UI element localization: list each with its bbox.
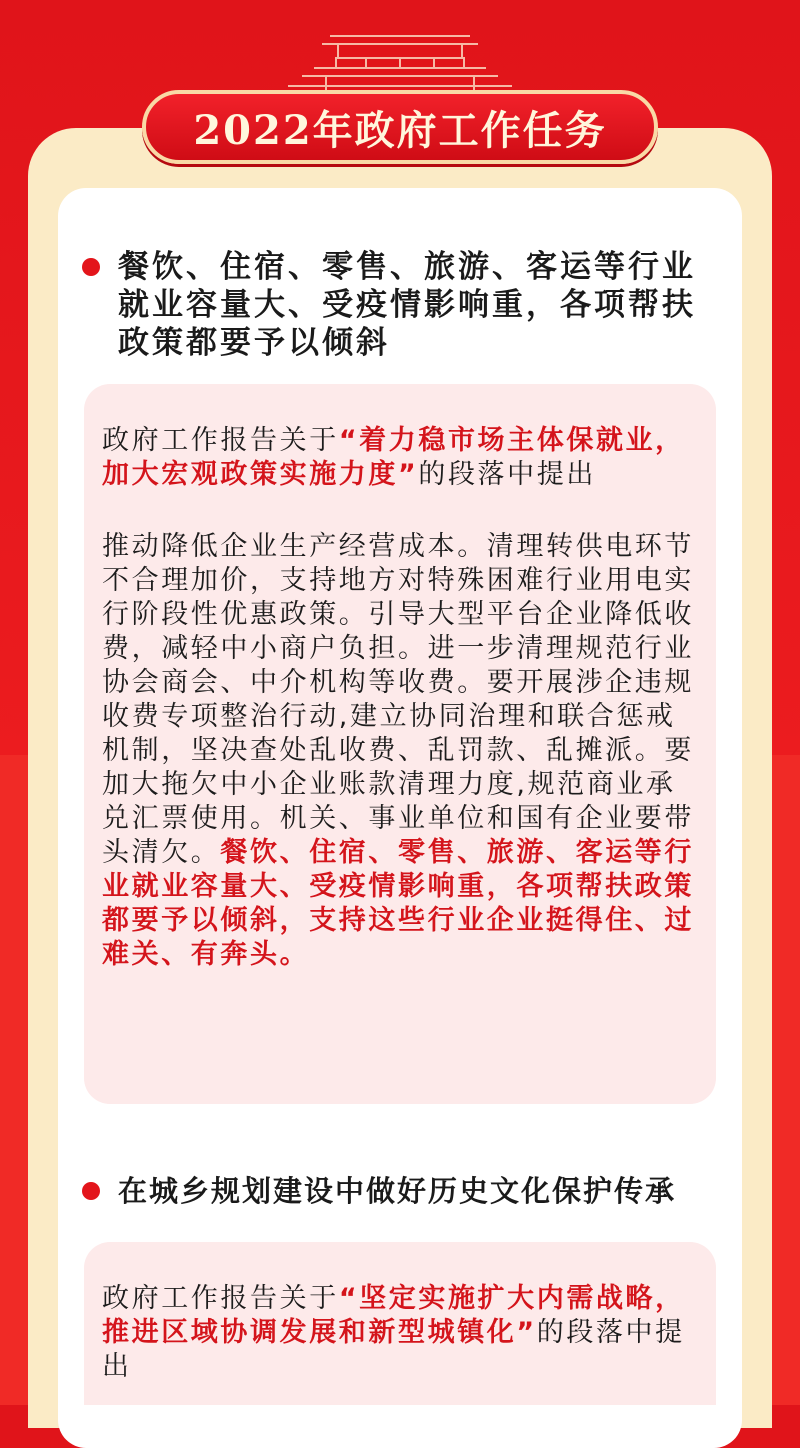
page-title: 2022年政府工作任务 xyxy=(193,106,607,154)
section1-body-normal: 推动降低企业生产经营成本。清理转供电环节不合理加价，支持地方对特殊困难行业用电实行阶段性优惠政策。引导大型平台企业降低收费，减轻中小商户负担。进一步清理规范行业协会商会、中介机构等收费。要开展涉企违规收费专项整治行动,建立协同治理和联合惩戒机制，坚决查处乱收费、乱罚款、乱摊派。要加大拖欠中小企业账款清理力度,规范商业承兑汇票使用。机关、事业单位和国有企业要带头清欠。 xyxy=(102,531,694,868)
section1-heading xyxy=(82,248,722,368)
tiananmen-gate-icon xyxy=(266,28,534,98)
bullet-dot-icon xyxy=(82,1182,100,1200)
section1-quote-box xyxy=(84,384,716,1104)
section2-intro-prefix: 政府工作报告关于 xyxy=(102,1283,339,1314)
section1-intro-prefix: 政府工作报告关于 xyxy=(102,425,339,456)
section1-bullet-text: 餐饮、住宿、零售、旅游、客运等行业就业容量大、受疫情影响重，各项帮扶政策都要予以倾斜 xyxy=(118,249,696,361)
bullet-dot-icon xyxy=(82,258,100,276)
section1-intro-highlight: “着力稳市场主体保就业，加大宏观政策实施力度” xyxy=(102,425,685,490)
section2-heading xyxy=(82,1172,722,1216)
section1-intro-suffix: 的段落中提出 xyxy=(418,459,596,490)
section2-intro-highlight: “坚定实施扩大内需战略，推进区域协调发展和新型城镇化” xyxy=(102,1283,685,1348)
section2-intro-suffix: 的段落中提出 xyxy=(102,1317,685,1382)
section2-bullet-text: 在城乡规划建设中做好历史文化保护传承 xyxy=(118,1174,677,1208)
section1-body xyxy=(84,530,716,972)
section2-quote-box xyxy=(84,1242,716,1405)
title-banner xyxy=(142,90,658,164)
section1-intro xyxy=(84,424,716,492)
section1-body-highlight: 餐饮、住宿、零售、旅游、客运等行业就业容量大、受疫情影响重，各项帮扶政策都要予以倾斜，支持这些行业企业挺得住、过难关、有奔头。 xyxy=(102,837,695,970)
section2-intro xyxy=(84,1282,716,1384)
